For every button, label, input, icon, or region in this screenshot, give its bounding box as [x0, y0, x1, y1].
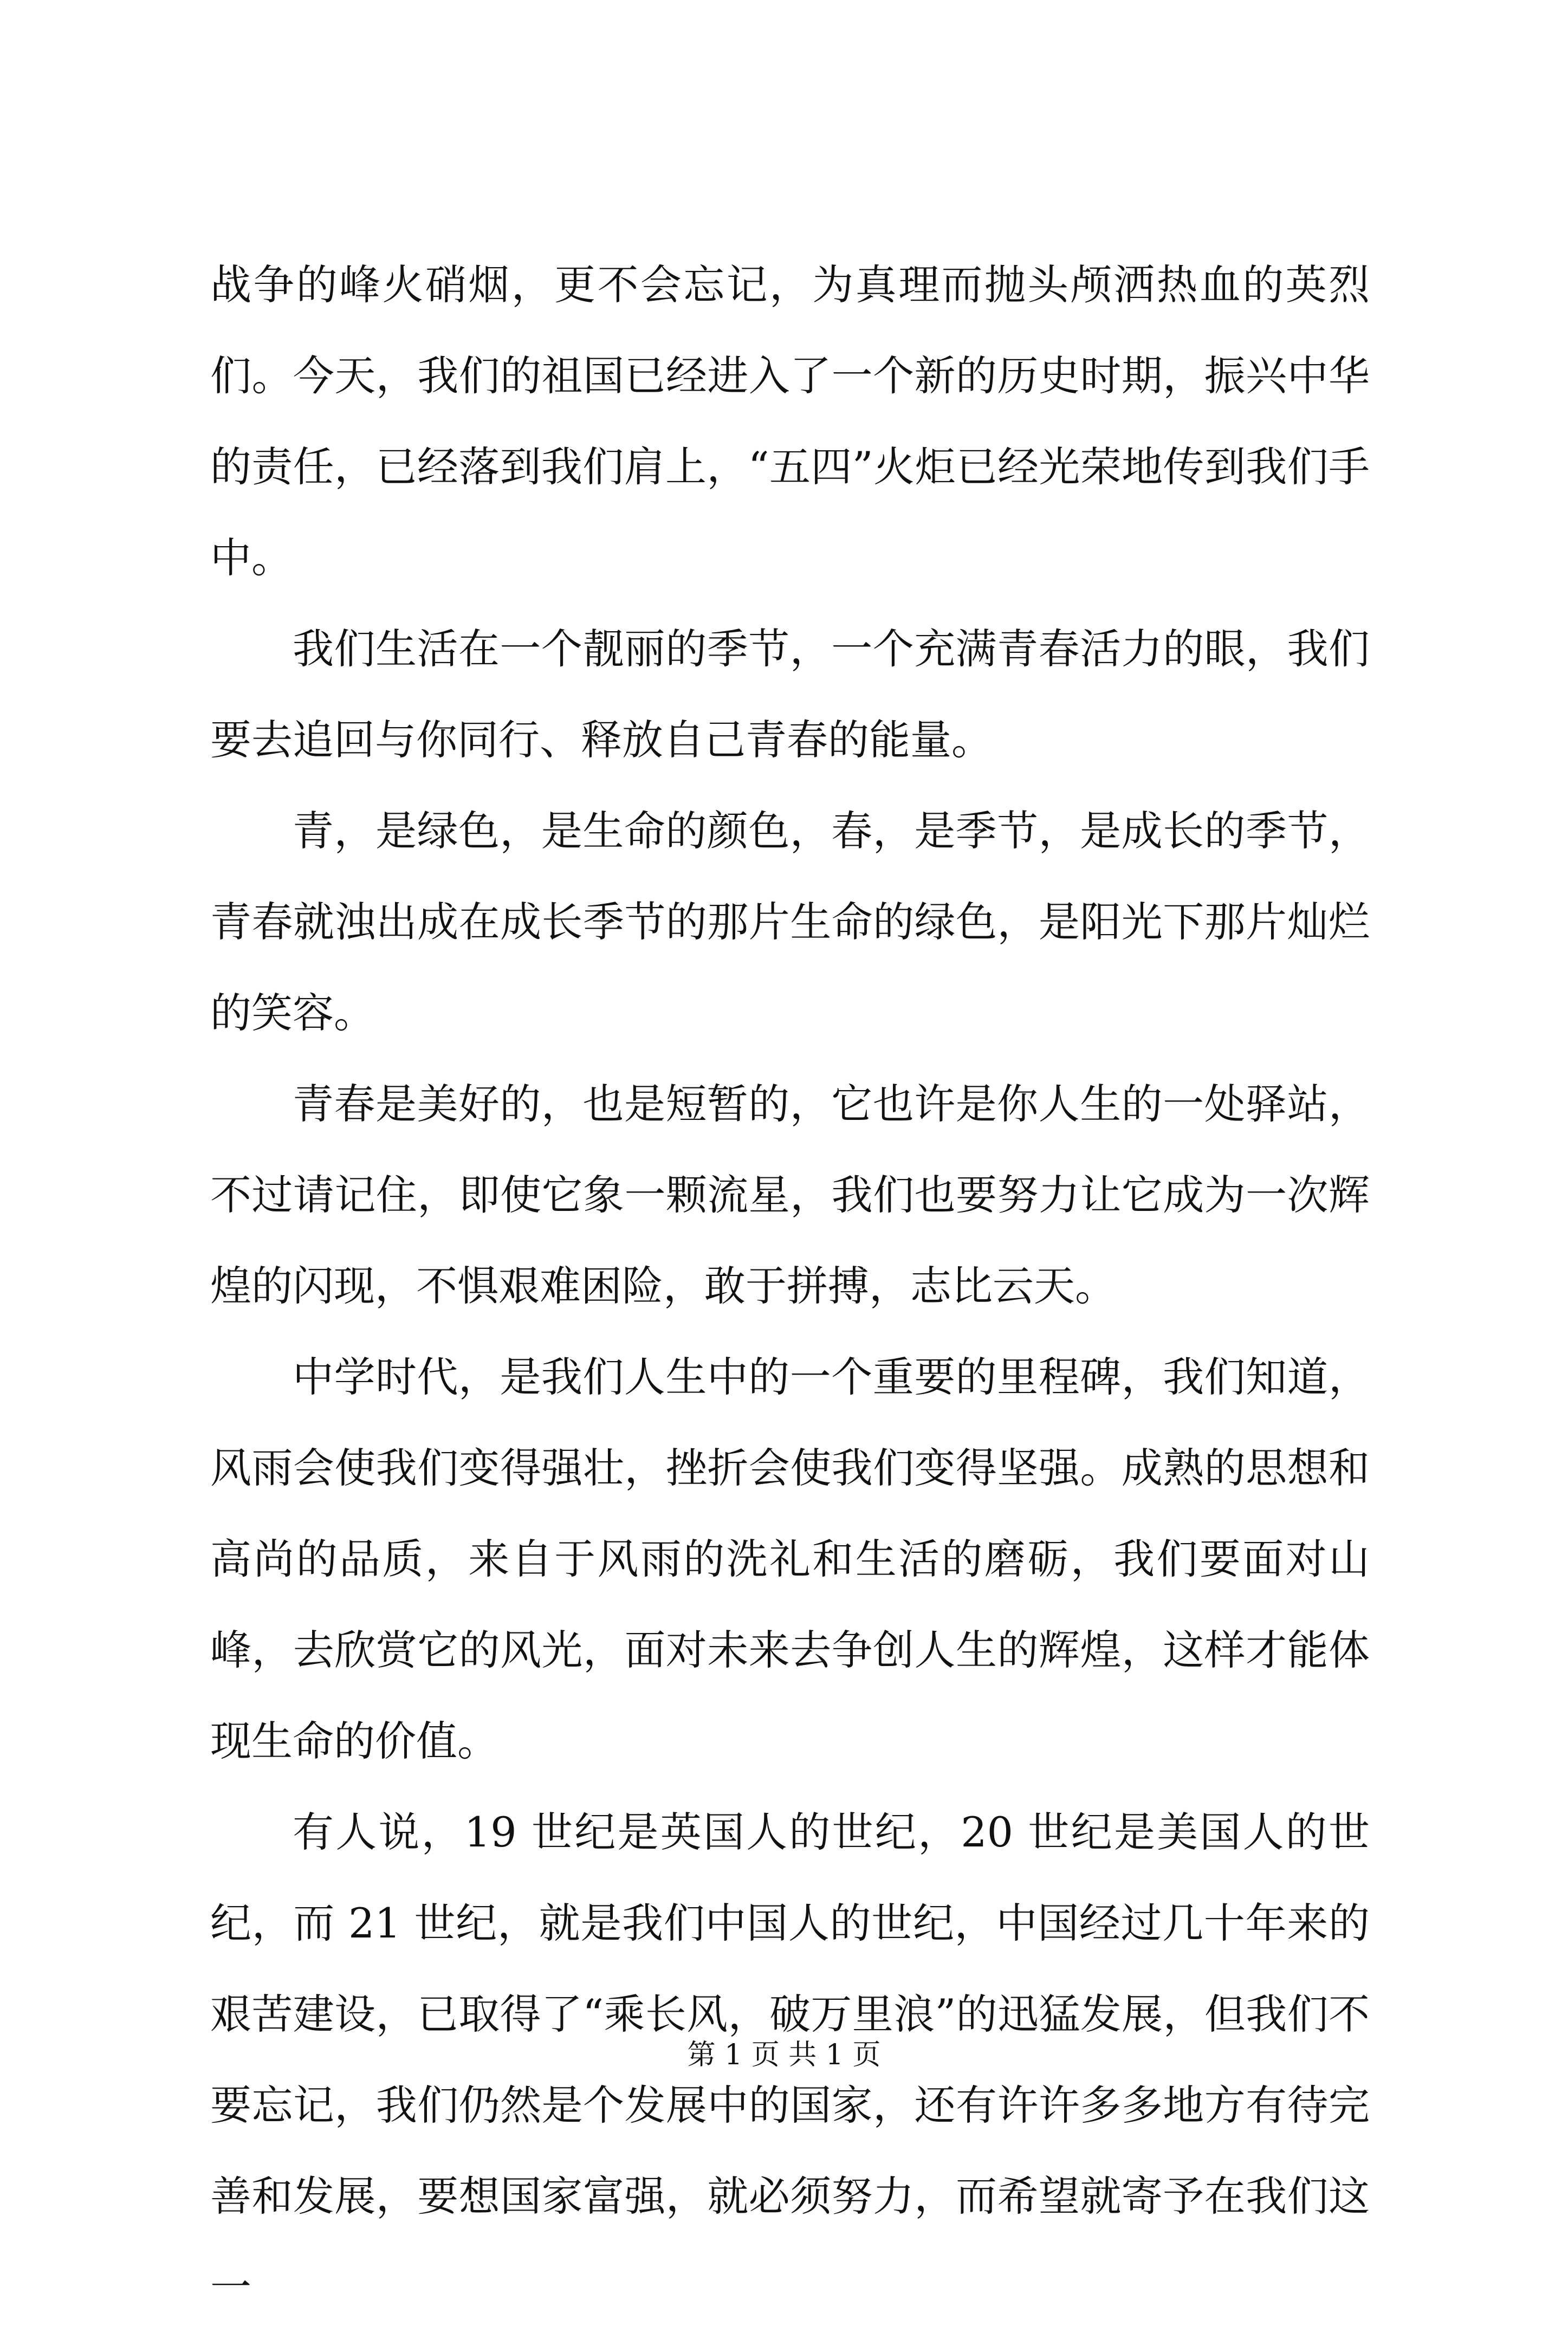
- paragraph: 中学时代，是我们人生中的一个重要的里程碑，我们知道，风雨会使我们变得强壮，挫折会使我们变得坚强。成熟的思想和高尚的品质，来自于风雨的洗礼和生活的磨砺，我们要面对山峰，去欣赏它的风光，面对未来去争创人生的辉煌，这样才能体现生命的价值。: [210, 1353, 1370, 1765]
- page-number-footer: 第 1 页 共 1 页: [687, 2039, 881, 2071]
- paragraph: 青，是绿色，是生命的颜色，春，是季节，是成长的季节，青春就浊出成在成长季节的那片生命的绿色，是阳光下那片灿烂的笑容。: [210, 807, 1370, 1037]
- paragraph: 有人说，19 世纪是英国人的世纪，20 世纪是美国人的世纪，而 21 世纪，就是我们中国人的世纪，中国经过几十年来的艰苦建设，已取得了“乘长风，破万里浪”的迅猛发展，但我们不要忘记，我们仍然是个发展中的国家，还有许许多多地方有待完善和发展，要想国家富强，就必须努力，而希望就寄予在我们这一: [210, 1808, 1370, 2311]
- document-body: [210, 239, 1370, 2333]
- paragraph-continued: 战争的峰火硝烟，更不会忘记，为真理而抛头颅洒热血的英烈们。今天，我们的祖国已经进入了一个新的历史时期，振兴中华的责任，已经落到我们肩上，“五四”火炬已经光荣地传到我们手中。: [210, 261, 1370, 582]
- paragraph: 我们生活在一个靓丽的季节，一个充满青春活力的眼，我们要去追回与你同行、释放自己青春的能量。: [210, 625, 1370, 764]
- paragraph: 青春是美好的，也是短暂的，它也许是你人生的一处驿站，不过请记住，即使它象一颗流星，我们也要努力让它成为一次辉煌的闪现，不惧艰难困险，敢于拼搏，志比云天。: [210, 1080, 1370, 1310]
